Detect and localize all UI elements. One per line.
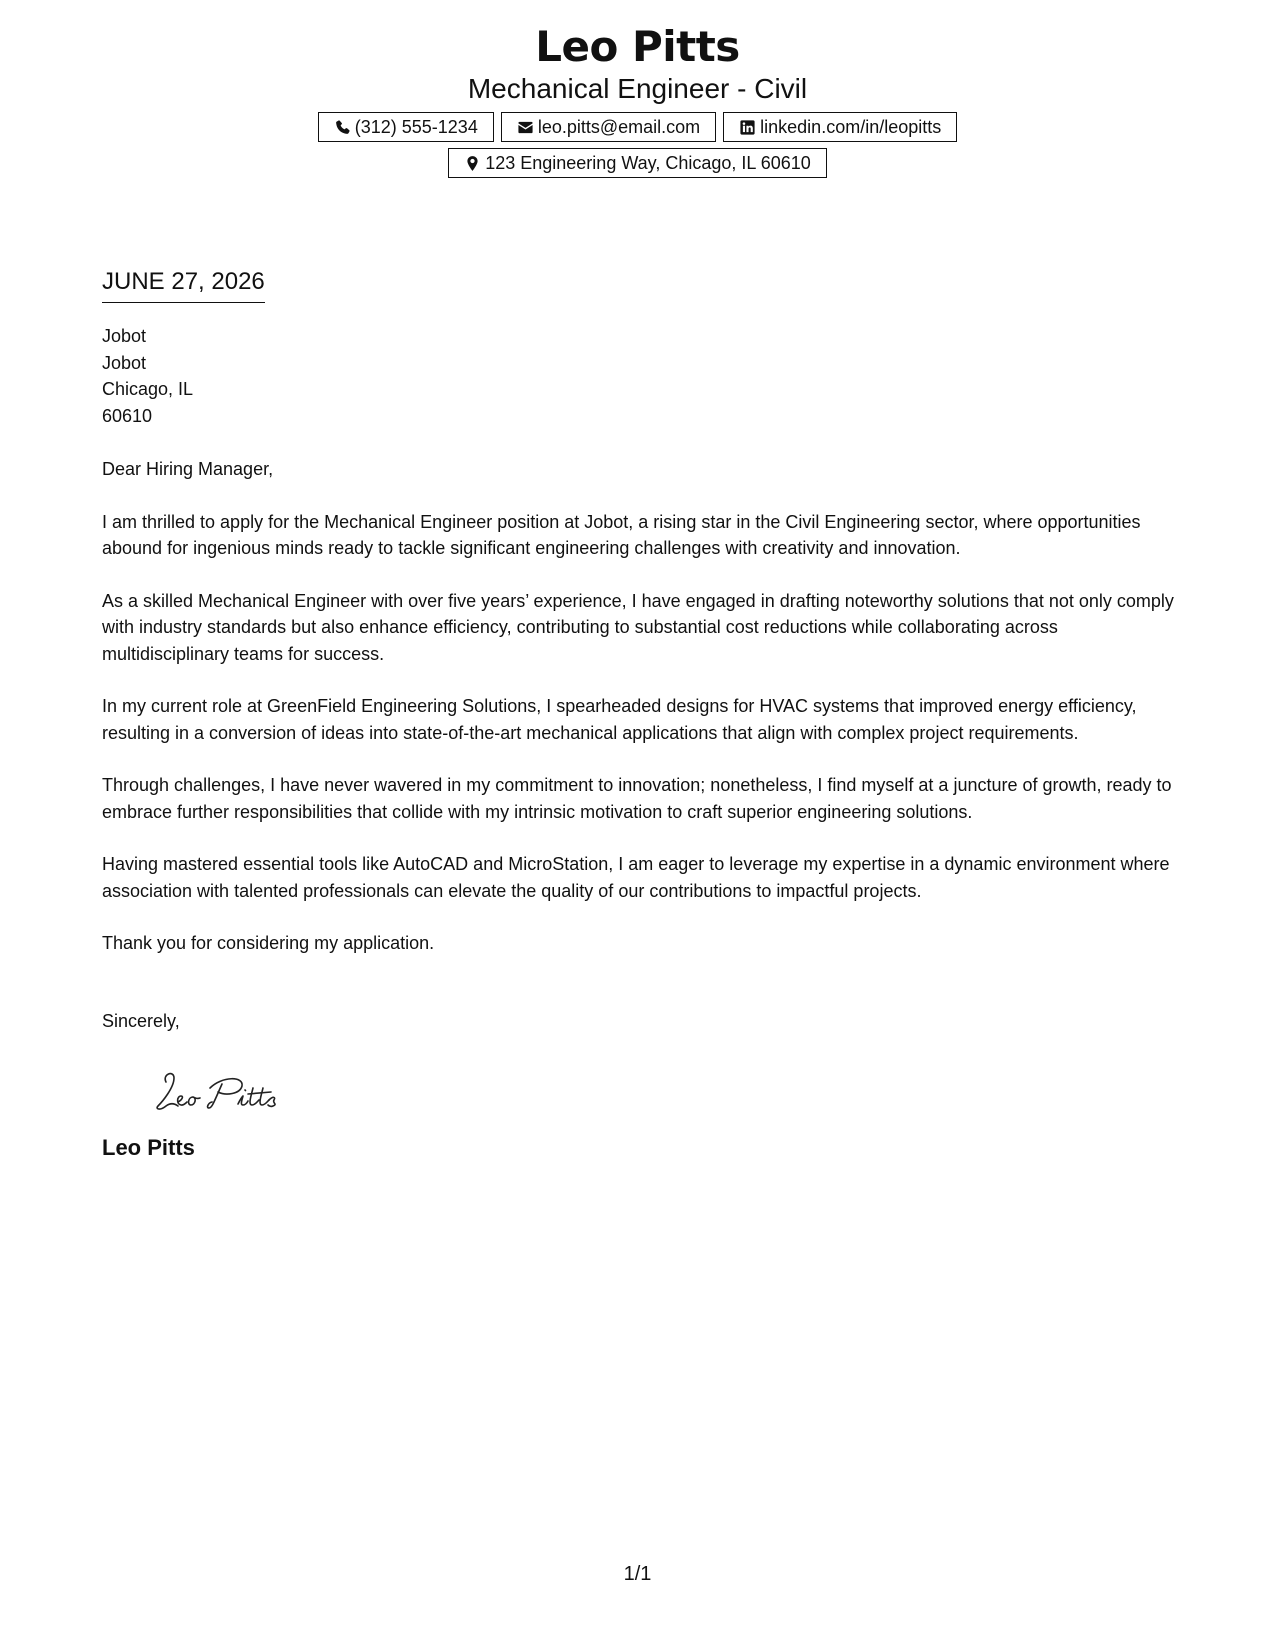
recipient-line: 60610 [102, 405, 153, 426]
recipient-line: Jobot [102, 326, 147, 346]
linkedin-icon [739, 119, 756, 136]
contact-linkedin[interactable] [723, 112, 957, 142]
letter-header [0, 22, 1275, 178]
contact-address[interactable] [448, 148, 827, 178]
contact-email-text: leo.pitts@email.com [537, 116, 701, 137]
recipient-line: Chicago, IL [102, 379, 194, 399]
signed-name: Leo Pitts [102, 1135, 195, 1160]
body-paragraph: In my current role at GreenField Engineering Solutions, I spearheaded designs for HVAC systems that improved energy efficiency, resulting in a conversion of ideas into state-of-the-art mechanical applications that align with complex project requirements. [102, 696, 1137, 743]
signature-drawing [152, 1062, 322, 1122]
contact-row-secondary [0, 148, 1275, 178]
contact-email[interactable] [501, 112, 716, 142]
contact-address-text: 123 Engineering Way, Chicago, IL 60610 [485, 152, 811, 173]
letter-date: JUNE 27, 2026 [102, 266, 265, 303]
body-paragraph: As a skilled Mechanical Engineer with over five years’ experience, I have engaged in drafting noteworthy solutions that not only comply with industry standards but also enhance efficiency, contributing to substantial cost reductions while collaborating across multidisciplinary teams for success. [102, 590, 1174, 664]
page-number: 1/1 [623, 1563, 652, 1585]
recipient-line: Jobot [102, 352, 147, 373]
map-marker-icon [464, 155, 481, 172]
envelope-icon [517, 119, 534, 136]
body-paragraph: Through challenges, I have never wavered in my commitment to innovation; nonetheless, I find myself at a juncture of growth, ready to embrace further responsibilities that collide with my intrinsic motivation to craft superior engineering solutions. [102, 775, 1172, 822]
letter-body [102, 266, 1177, 1162]
contact-phone-text: (312) 555-1234 [354, 116, 478, 137]
applicant-role: Mechanical Engineer - Civil [467, 73, 808, 104]
handwritten-signature [152, 1062, 1177, 1122]
body-paragraph: Thank you for considering my application. [102, 933, 435, 953]
recipient-address [102, 323, 1177, 429]
phone-icon [334, 119, 351, 136]
contact-phone[interactable] [318, 112, 494, 142]
contact-row-primary [0, 112, 1275, 142]
contact-linkedin-text: linkedin.com/in/leopitts [760, 116, 942, 137]
body-paragraph: Having mastered essential tools like AutoCAD and MicroStation, I am eager to leverage my expertise in a dynamic environment where association with talented professionals can elevate the quality of our contributions to impactful projects. [102, 854, 1170, 901]
salutation: Dear Hiring Manager, [102, 459, 274, 479]
closing: Sincerely, [102, 1010, 180, 1031]
body-paragraph: I am thrilled to apply for the Mechanical Engineer position at Jobot, a rising star in the Civil Engineering sector, where opportunities abound for ingenious minds ready to tackle significant engineering challenges with creativity and innovation. [102, 511, 1141, 558]
applicant-name: Leo Pitts [535, 22, 740, 71]
